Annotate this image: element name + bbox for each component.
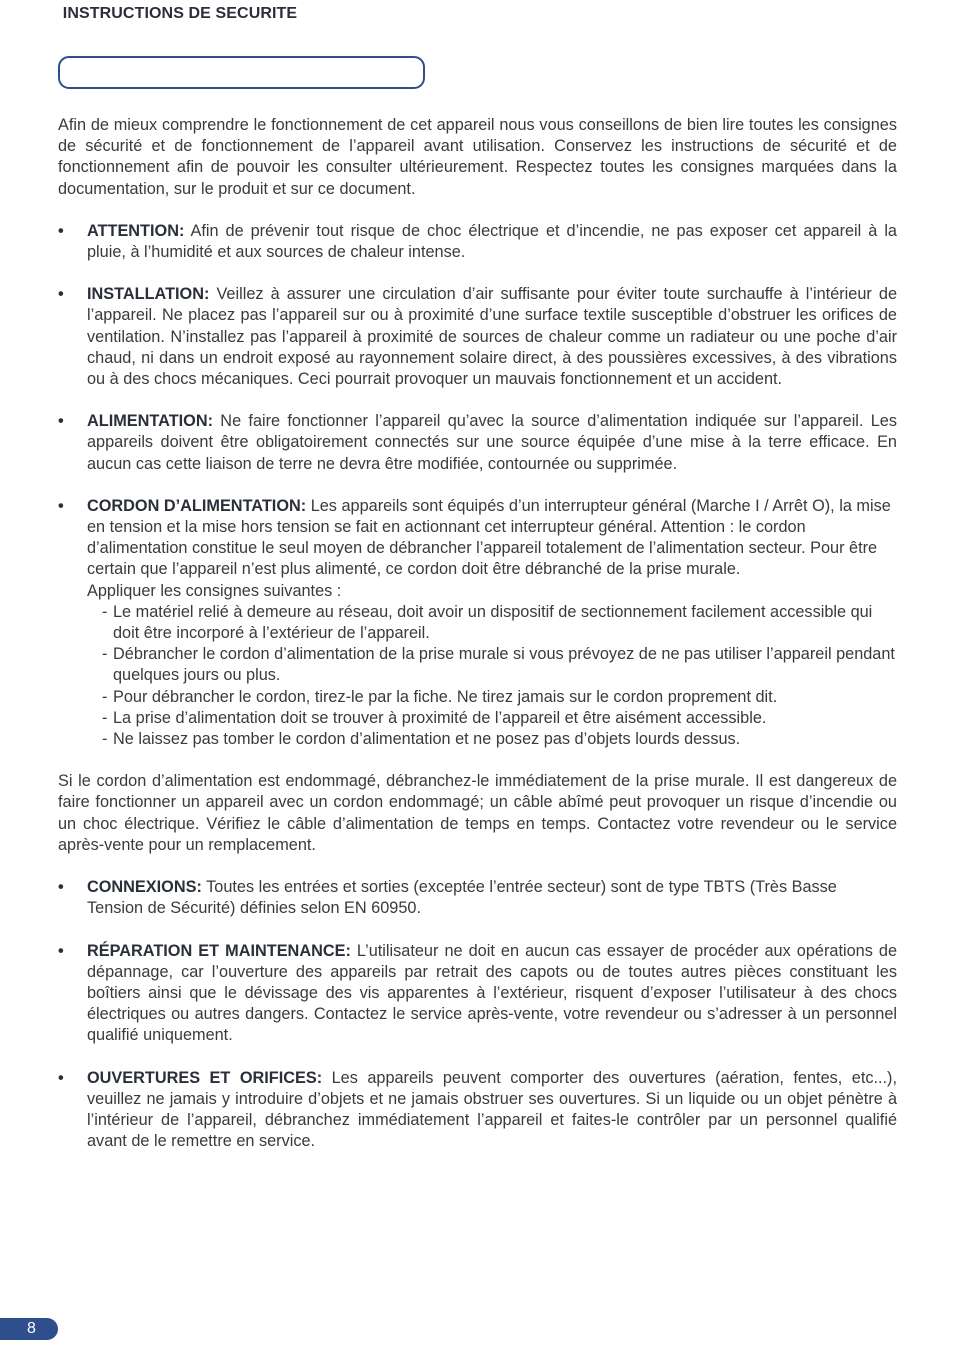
installation-item [58, 284, 897, 390]
bullet-icon: • [58, 221, 64, 240]
list-item [102, 708, 897, 729]
dash-icon: - [102, 602, 108, 621]
attention-item [58, 221, 897, 263]
item-label: CORDON D’ALIMENTATION: [87, 496, 307, 515]
list-item-text: Pour débrancher le cordon, tirez-le par la fiche. Ne tirez jamais sur le cordon proprement dit. [113, 687, 778, 706]
section-title-box [58, 56, 425, 89]
list-item-text: Débrancher le cordon d’alimentation de la prise murale si vous prévoyez de ne pas utiliser l’appareil pendant quelques jours ou plus. [113, 645, 895, 685]
bullet-icon: • [58, 412, 64, 431]
item-text: Veillez à assurer une circulation d’air suffisante pour éviter toute surchauffe à l’intérieur de l’appareil. Ne placez pas l’appareil sur ou à proximité d’une surface textile susceptible d’obstruer les orifices de ventilation. N’installez pas l’appareil à proximité de sources de chaleur comme un radiateur ou une poche d’air chaud, ni dans un endroit exposé au rayonnement solaire direct, à des poussières excessives, à des vibrations ou à des chocs mécaniques. Ceci pourrait provoquer un mauvais fonctionnement et un accident. [87, 285, 897, 389]
cordon-sub-intro: Appliquer les consignes suivantes : [87, 581, 342, 600]
item-label: RÉPARATION ET MAINTENANCE: [87, 941, 351, 960]
dash-icon: - [102, 730, 108, 749]
item-text: Ne faire fonctionner l’appareil qu’avec la source d’alimentation indiquée sur l’appareil. Les appareils doivent être obligatoirement connectés sur une source équipée d’une mise à la terre efficace. En aucun cas cette liaison de terre ne devra être modifiée, contournée ou supprimée. [87, 412, 897, 473]
item-text: Les appareils sont équipés d’un interrupteur général (Marche I / Arrêt O), la mise en tension et la mise hors tension se fait en actionnant cet interrupteur général. Attention : le cordon d’alimentation constitue le seul moyen de débrancher l’appareil totalement de l’alimentation secteur. Pour être certain que l’appareil n’est plus alimenté, ce cordon doit être débranché de la prise murale. [87, 496, 891, 579]
alimentation-item [58, 411, 897, 475]
item-label: ATTENTION: [87, 221, 185, 240]
damaged-cord-paragraph: Si le cordon d’alimentation est endommagé, débranchez-le immédiatement de la prise murale. Il est dangereux de faire fonctionner un appareil avec un cordon endommagé; un câble abîmé peut provoquer un risque d’incendie ou un choc électrique. Vérifiez le câble d’alimentation de temps en temps. Contactez votre revendeur ou le service après-vente pour un remplacement. [58, 772, 897, 854]
item-text: Afin de prévenir tout risque de choc électrique et d’incendie, ne pas exposer cet appareil à la pluie, à l’humidité et aux sources de chaleur intense. [87, 221, 897, 262]
ouvertures-item [58, 1068, 897, 1153]
list-item [102, 602, 897, 644]
dash-icon: - [102, 645, 108, 664]
item-label: OUVERTURES ET ORIFICES: [87, 1068, 323, 1087]
cordon-item [58, 496, 897, 750]
cordon-sub-list [87, 602, 897, 750]
list-item-text: La prise d’alimentation doit se trouver à proximité de l’appareil et être aisément accessible. [113, 708, 767, 727]
item-label: CONNEXIONS: [87, 878, 202, 897]
section-title: INSTRUCTIONS DE SECURITE [62, 5, 298, 22]
reparation-item [58, 941, 897, 1047]
item-text: L’utilisateur ne doit en aucun cas essayer de procéder aux opérations de dépannage, car l’ouverture des appareils par retrait des capots ou de toutes autres pièces constituant les boîtiers ainsi que le dévissage des vis apparentes à l’extérieur, risquent d’exposer l’utilisateur à des chocs électriques ou autres dangers. Contactez le service après-vente, votre revendeur ou s’adresser à un personnel qualifié uniquement. [87, 941, 897, 1045]
item-text: Toutes les entrées et sorties (exceptée l’entrée secteur) sont de type TBTS (Très Basse Tension de Sécurité) définies selon EN 60950. [87, 878, 837, 918]
page-number-tab [0, 1318, 58, 1340]
safety-instructions [58, 115, 897, 1173]
list-item [102, 729, 897, 750]
list-item [102, 687, 897, 708]
bullet-icon: • [58, 878, 64, 897]
intro-paragraph: Afin de mieux comprendre le fonctionnement de cet appareil nous vous conseillons de bien lire toutes les consignes de sécurité et de fonctionnement de l’appareil avant utilisation. Conservez les instructions de sécurité et de fonctionnement afin de pouvoir les consulter ultérieurement. Respectez toutes les consignes marquées dans la documentation, sur le produit et sur ce document. [58, 116, 897, 198]
item-text: Les appareils peuvent comporter des ouvertures (aération, fentes, etc...), veuillez ne jamais y introduire d’objets et ne jamais obstruer ses ouvertures. Si un liquide ou un objet pénètre à l’intérieur de l’appareil, débranchez immédiatement l’appareil et faites-le contrôler par un personnel qualifié avant de le remettre en service. [87, 1068, 897, 1151]
list-item-text: Le matériel relié à demeure au réseau, doit avoir un dispositif de sectionnement facilement accessible qui doit être incorporé à l’extérieur de l’appareil. [113, 602, 873, 643]
dash-icon: - [102, 687, 108, 706]
bullet-icon: • [58, 285, 64, 304]
bullet-icon: • [58, 1068, 64, 1087]
item-label: ALIMENTATION: [87, 412, 214, 431]
connexions-text [87, 877, 897, 919]
item-label: INSTALLATION: [87, 285, 210, 304]
bullet-icon: • [58, 941, 64, 960]
list-item [102, 644, 897, 686]
connexions-item [58, 877, 897, 919]
dash-icon: - [102, 708, 108, 727]
list-item-text: Ne laissez pas tomber le cordon d’alimentation et ne posez pas d’objets lourds dessus. [113, 730, 741, 749]
bullet-icon: • [58, 496, 64, 515]
page-number: 8 [27, 1320, 36, 1337]
cordon-main [87, 496, 897, 581]
